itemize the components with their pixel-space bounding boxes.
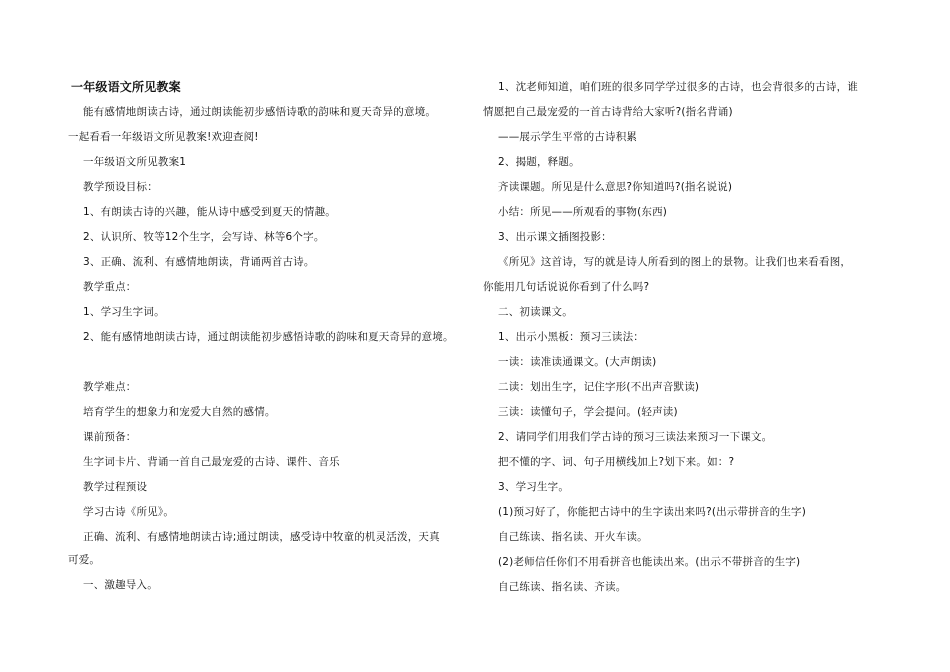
- paragraph-line: 齐读课题。所见是什么意思?你知道吗?(指名说说): [498, 181, 733, 193]
- paragraph-line: 可爱。: [68, 554, 101, 566]
- list-item: 2、认识所、牧等12个生字，会写诗、林等6个字。: [83, 231, 325, 243]
- paragraph-line: ——展示学生平常的古诗积累: [498, 131, 638, 143]
- document-title: 一年级语文所见教案: [71, 80, 181, 94]
- paragraph-line: 小结：所见——所观看的事物(东西): [498, 206, 668, 218]
- intro-line: 能有感情地朗读古诗，通过朗读能初步感悟诗歌的韵味和夏天奇异的意境。: [83, 106, 437, 118]
- paragraph-line: 情愿把自己最宠爱的一首古诗背给大家听?(指名背诵): [483, 106, 733, 118]
- section-heading: 二、初读课文。: [498, 306, 573, 318]
- paragraph-line: 自己练读、指名读、齐读。: [498, 581, 627, 593]
- paragraph-line: (2)老师信任你们不用看拼音也能读出来。(出示不带拼音的生字): [498, 556, 801, 568]
- section-heading: 3、出示课文插图投影：: [498, 231, 612, 243]
- paragraph-line: 1、沈老师知道，咱们班的很多同学学过很多的古诗，也会背很多的古诗，谁: [498, 81, 858, 93]
- section-heading: 教学预设目标：: [83, 181, 158, 193]
- section-heading: 课前预备：: [83, 431, 137, 443]
- paragraph-line: 《所见》这首诗，写的就是诗人所看到的图上的景物。让我们也来看看图，: [498, 256, 852, 268]
- section-heading: 一、激趣导入。: [83, 579, 158, 591]
- paragraph-line: 把不懂的字、词、句子用横线加上?划下来。如：?: [498, 456, 735, 468]
- list-item: 2、能有感情地朗读古诗，通过朗读能初步感悟诗歌的韵味和夏天奇异的意境。: [83, 331, 454, 343]
- section-heading: 教学重点：: [83, 281, 137, 293]
- section-heading: 教学过程预设: [83, 481, 148, 493]
- list-item: 一读：读准读通课文。(大声朗读): [498, 356, 657, 368]
- paragraph-line: 学习古诗《所见》。: [83, 506, 175, 518]
- paragraph-line: 自己练读、指名读、开火车读。: [498, 531, 648, 543]
- paragraph-line: (1)预习好了，你能把古诗中的生字读出来吗?(出示带拼音的生字): [498, 506, 807, 518]
- paragraph-line: 2、请同学们用我们学古诗的预习三读法来预习一下课文。: [498, 431, 773, 443]
- paragraph-line: 1、出示小黑板：预习三读法：: [498, 331, 644, 343]
- list-item: 三读：读懂句子，学会提问。(轻声读): [498, 406, 678, 418]
- section-heading: 一年级语文所见教案1: [83, 156, 187, 168]
- paragraph-line: 培育学生的想象力和宠爱大自然的感情。: [83, 406, 276, 418]
- paragraph-line: 生字词卡片、背诵一首自己最宠爱的古诗、课件、音乐: [83, 456, 340, 468]
- paragraph-line: 正确、流利、有感情地朗读古诗;通过朗读，感受诗中牧童的机灵活泼，天真: [83, 531, 440, 543]
- list-item: 3、正确、流利、有感情地朗读，背诵两首古诗。: [83, 256, 315, 268]
- section-heading: 3、学习生字。: [498, 481, 570, 493]
- section-heading: 2、揭题，释题。: [498, 156, 580, 168]
- list-item: 1、有朗读古诗的兴趣，能从诗中感受到夏天的情趣。: [83, 206, 336, 218]
- intro-line: 一起看看一年级语文所见教案!欢迎查阅!: [68, 131, 259, 143]
- list-item: 二读：划出生字，记住字形(不出声音默读): [498, 381, 700, 393]
- list-item: 1、学习生字词。: [83, 306, 165, 318]
- paragraph-line: 你能用几句话说说你看到了什么吗?: [483, 281, 650, 293]
- section-heading: 教学难点：: [83, 381, 137, 393]
